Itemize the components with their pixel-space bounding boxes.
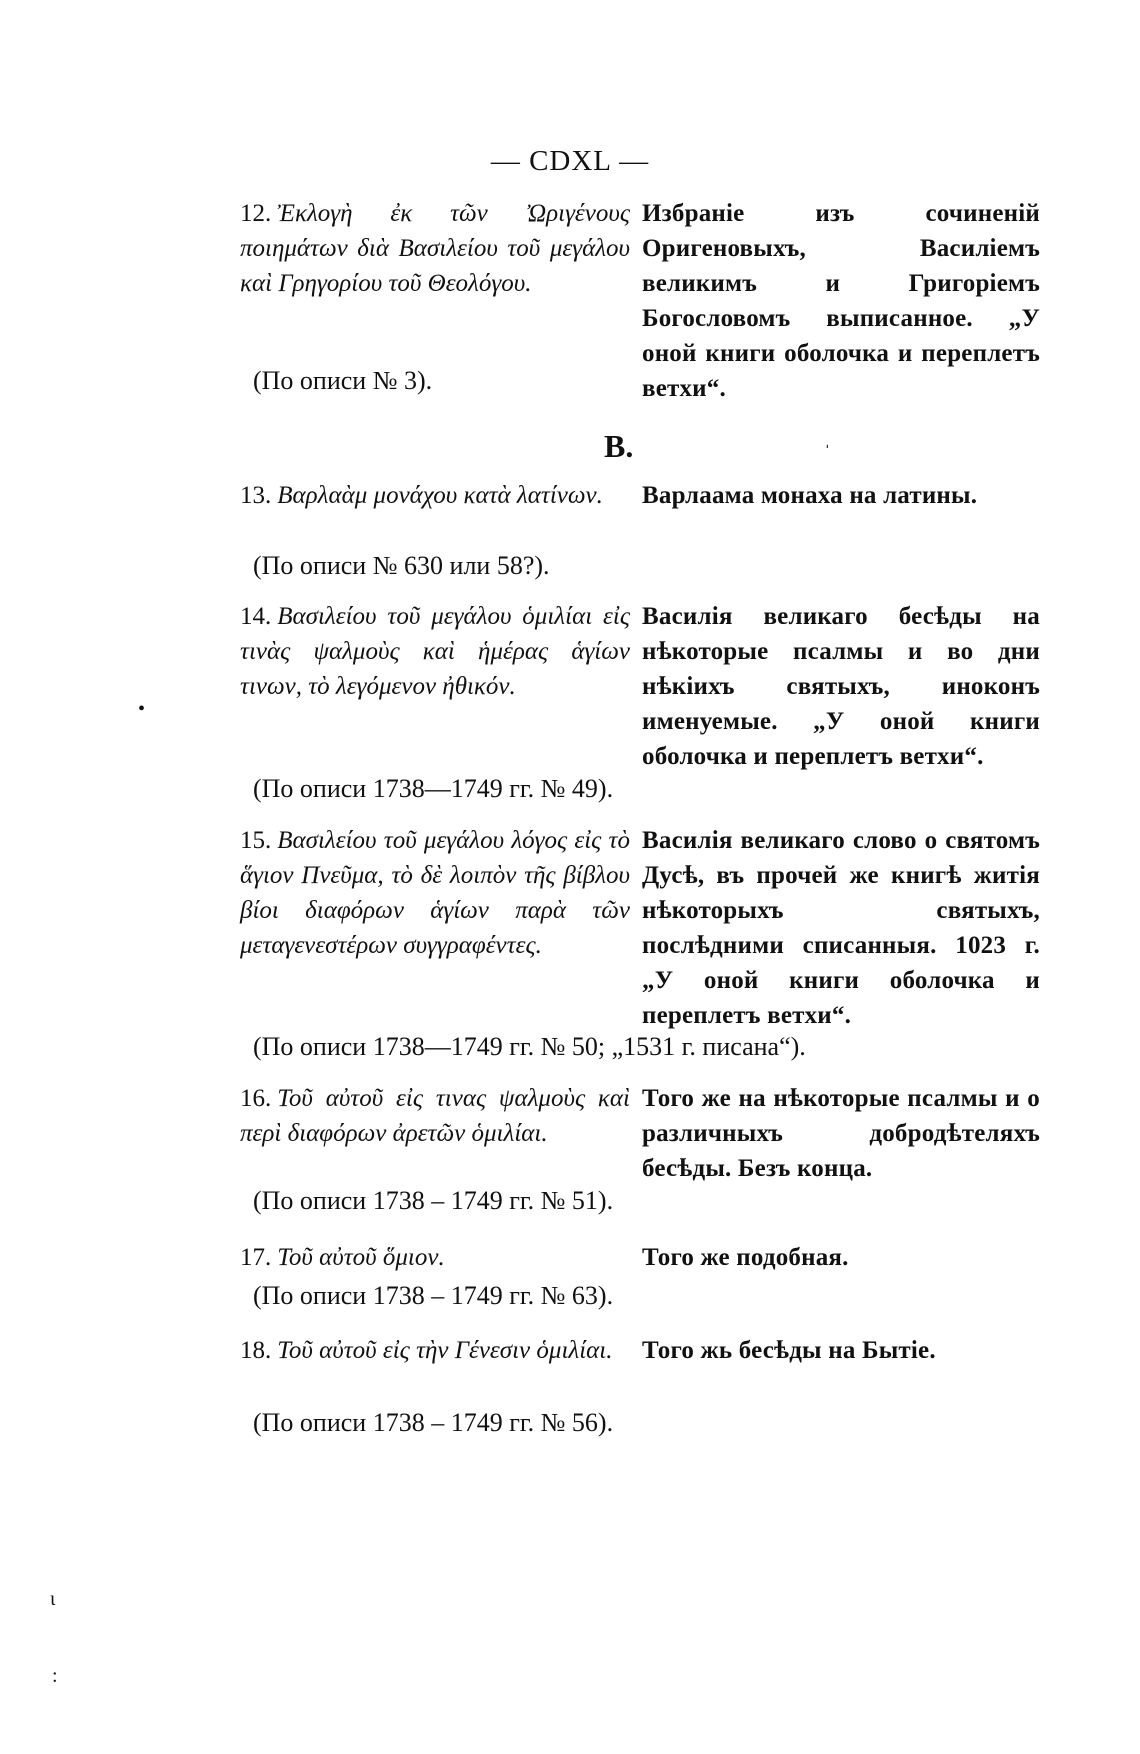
greek-title-14 <box>240 599 630 704</box>
greek-title-16 <box>240 1081 630 1151</box>
inventory-note-14: (По описи 1738—1749 гг. № 49). <box>253 774 614 803</box>
inventory-note-16: (По описи 1738 – 1749 гг. № 51). <box>253 1186 614 1215</box>
russian-title-16: Того же на нѣкоторые псалмы и о различныхъ добродѣтеляхъ бесѣды. Безъ конца. <box>642 1085 1040 1182</box>
russian-title-12: Избраніе изъ сочиненій Оригеновыхъ, Василіемъ великимъ и Григоріемъ Богословомъ выписанное. „У оной книги оболочка и переплетъ ветхи“. <box>642 200 1040 402</box>
entry-number-17: 17. <box>240 1244 272 1271</box>
greek-text-17: Τοῦ αὐτοῦ ὅμιον. <box>277 1244 445 1271</box>
russian-title-17: Того же подобная. <box>642 1244 849 1271</box>
greek-text-13: Βαρλαὰμ μονάχου κατὰ λατίνων. <box>277 482 603 509</box>
stray-dot-mark: • <box>138 698 146 720</box>
russian-title-18: Того жь бесѣды на Бытіе. <box>642 1337 936 1364</box>
russian-title-14: Василія великаго бесѣды на нѣкоторые псалмы и во дни нѣкіихъ святыхъ, иноконъ именуемые. „У оной книги оболочка и переплетъ ветхи“. <box>642 603 1040 770</box>
greek-text-12: Ἐκλογὴ ἐκ τῶν Ὠριγένους ποιημάτων διὰ Βασιλείου τοῦ μεγάλου καὶ Γρηγορίου τοῦ Θεολόγου. <box>240 200 630 297</box>
entry-number-14: 14. <box>240 603 272 630</box>
greek-title-12 <box>240 196 630 301</box>
inventory-note-17: (По описи 1738 – 1749 гг. № 63). <box>253 1281 614 1310</box>
greek-text-15: Βασιλείου τοῦ μεγάλου λόγος εἰς τὸ ἅγιον Πνεῦμα, τὸ δὲ λοιπὸν τῆς βίβλου βίοι διαφόρων ἁγίων παρὰ τῶν μεταγενεστέρων συγγραφέντες. <box>240 827 630 959</box>
greek-text-14: Βασιλείου τοῦ μεγάλου ὁμιλίαι εἰς τινὰς ψαλμοὺς καὶ ἡμέρας ἁγίων τινων, τὸ λεγόμενον ἠθικόν. <box>240 603 630 700</box>
greek-text-18: Τοῦ αὐτοῦ εἰς τὴν Γένεσιν ὁμιλίαι. <box>277 1337 613 1364</box>
entry-number-13: 13. <box>240 482 272 509</box>
entry-number-12: 12. <box>240 200 272 227</box>
greek-text-16: Τοῦ αὐτοῦ εἰς τινας ψαλμοὺς καὶ περὶ διαφόρων ἀρετῶν ὁμιλίαι. <box>240 1085 630 1147</box>
entry-number-18: 18. <box>240 1337 272 1364</box>
greek-title-17 <box>240 1240 630 1275</box>
entry-number-16: 16. <box>240 1085 272 1112</box>
greek-title-13 <box>240 478 630 513</box>
stray-comma-mark: ˈ <box>824 442 831 464</box>
greek-title-15 <box>240 823 630 963</box>
greek-title-18 <box>240 1333 630 1368</box>
inventory-note-13: (По описи № 630 или 58?). <box>253 551 550 580</box>
russian-title-13: Варлаама монаха на латины. <box>642 482 978 509</box>
inventory-note-18: (По описи 1738 – 1749 гг. № 56). <box>253 1408 614 1437</box>
inventory-note-15: (По описи 1738—1749 гг. № 50; „1531 г. писана“). <box>253 1032 806 1061</box>
russian-title-15: Василія великаго слово о святомъ Дусѣ, въ прочей же книгѣ житія нѣкоторыхъ святыхъ, послѣдними списанныя. 1023 г. „У оной книги оболочка и переплетъ ветхи“. <box>642 827 1040 1029</box>
stray-corner-mark: ι <box>50 1588 56 1610</box>
stray-dots-mark: : <box>52 1665 58 1687</box>
section-letter-heading: В. <box>604 428 634 464</box>
entry-number-15: 15. <box>240 827 272 854</box>
inventory-note-12: (По описи № 3). <box>253 366 433 395</box>
page-number-header: — CDXL — <box>490 145 650 177</box>
